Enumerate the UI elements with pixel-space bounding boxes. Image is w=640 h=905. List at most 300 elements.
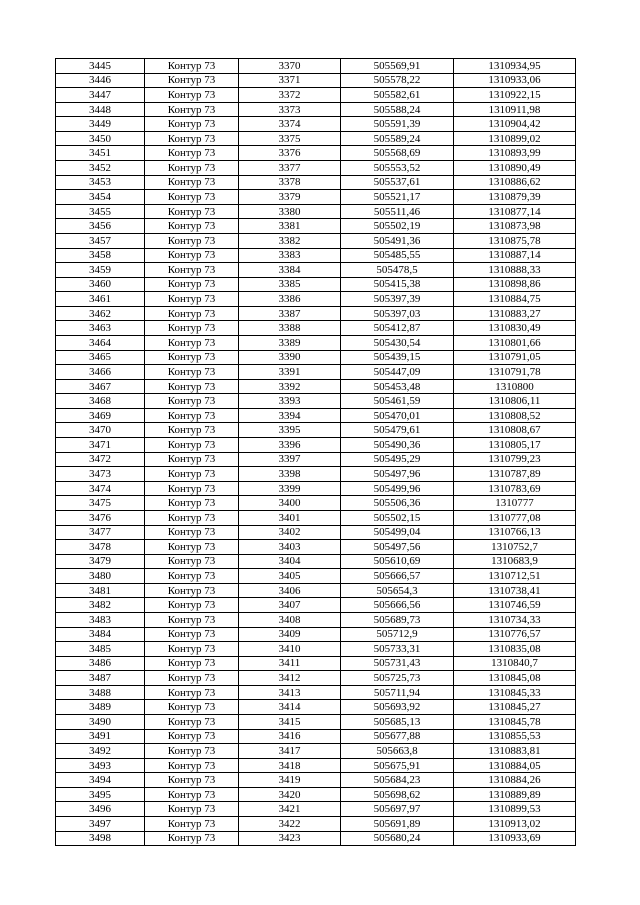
table-row [56, 408, 576, 423]
row-number-cell: 3493 [56, 758, 145, 773]
contour-cell: Контур 73 [145, 175, 239, 190]
x-coordinate-cell: 505680,24 [341, 831, 454, 846]
contour-cell: Контур 73 [145, 438, 239, 453]
point-number-cell: 3423 [239, 831, 341, 846]
table-row [56, 233, 576, 248]
table-row [56, 219, 576, 234]
row-number-cell: 3490 [56, 715, 145, 730]
y-coordinate-cell: 1310904,42 [454, 117, 576, 132]
x-coordinate-cell: 505502,19 [341, 219, 454, 234]
table-row [56, 496, 576, 511]
row-number-cell: 3445 [56, 59, 145, 74]
contour-cell: Контур 73 [145, 802, 239, 817]
contour-cell: Контур 73 [145, 540, 239, 555]
point-number-cell: 3414 [239, 700, 341, 715]
table-row [56, 481, 576, 496]
contour-cell: Контур 73 [145, 394, 239, 409]
x-coordinate-cell: 505666,56 [341, 598, 454, 613]
y-coordinate-cell: 1310712,51 [454, 569, 576, 584]
contour-cell: Контур 73 [145, 831, 239, 846]
point-number-cell: 3376 [239, 146, 341, 161]
y-coordinate-cell: 1310899,02 [454, 131, 576, 146]
contour-cell: Контур 73 [145, 88, 239, 103]
y-coordinate-cell: 1310787,89 [454, 467, 576, 482]
y-coordinate-cell: 1310883,27 [454, 306, 576, 321]
point-number-cell: 3397 [239, 452, 341, 467]
row-number-cell: 3449 [56, 117, 145, 132]
point-number-cell: 3406 [239, 583, 341, 598]
x-coordinate-cell: 505691,89 [341, 817, 454, 832]
y-coordinate-cell: 1310799,23 [454, 452, 576, 467]
row-number-cell: 3465 [56, 350, 145, 365]
point-number-cell: 3386 [239, 292, 341, 307]
row-number-cell: 3464 [56, 335, 145, 350]
table-row [56, 204, 576, 219]
table-row [56, 817, 576, 832]
x-coordinate-cell: 505537,61 [341, 175, 454, 190]
x-coordinate-cell: 505439,15 [341, 350, 454, 365]
contour-cell: Контур 73 [145, 554, 239, 569]
contour-cell: Контур 73 [145, 117, 239, 132]
point-number-cell: 3383 [239, 248, 341, 263]
contour-cell: Контур 73 [145, 306, 239, 321]
table-row [56, 467, 576, 482]
row-number-cell: 3498 [56, 831, 145, 846]
y-coordinate-cell: 1310766,13 [454, 525, 576, 540]
table-row [56, 583, 576, 598]
x-coordinate-cell: 505588,24 [341, 102, 454, 117]
x-coordinate-cell: 505485,55 [341, 248, 454, 263]
y-coordinate-cell: 1310791,78 [454, 365, 576, 380]
contour-cell: Контур 73 [145, 715, 239, 730]
point-number-cell: 3399 [239, 481, 341, 496]
y-coordinate-cell: 1310746,59 [454, 598, 576, 613]
x-coordinate-cell: 505497,96 [341, 467, 454, 482]
x-coordinate-cell: 505591,39 [341, 117, 454, 132]
table-row [56, 263, 576, 278]
contour-cell: Контур 73 [145, 744, 239, 759]
point-number-cell: 3375 [239, 131, 341, 146]
contour-cell: Контур 73 [145, 365, 239, 380]
y-coordinate-cell: 1310845,08 [454, 671, 576, 686]
point-number-cell: 3409 [239, 627, 341, 642]
y-coordinate-cell: 1310777,08 [454, 510, 576, 525]
row-number-cell: 3451 [56, 146, 145, 161]
y-coordinate-cell: 1310845,27 [454, 700, 576, 715]
x-coordinate-cell: 505506,36 [341, 496, 454, 511]
table-row [56, 59, 576, 74]
point-number-cell: 3404 [239, 554, 341, 569]
table-row [56, 831, 576, 846]
table-row [56, 175, 576, 190]
contour-cell: Контур 73 [145, 263, 239, 278]
table-row [56, 423, 576, 438]
contour-cell: Контур 73 [145, 787, 239, 802]
table-row [56, 569, 576, 584]
y-coordinate-cell: 1310734,33 [454, 612, 576, 627]
table-row [56, 685, 576, 700]
row-number-cell: 3446 [56, 73, 145, 88]
x-coordinate-cell: 505693,92 [341, 700, 454, 715]
row-number-cell: 3461 [56, 292, 145, 307]
table-row [56, 715, 576, 730]
x-coordinate-cell: 505479,61 [341, 423, 454, 438]
point-number-cell: 3385 [239, 277, 341, 292]
x-coordinate-cell: 505725,73 [341, 671, 454, 686]
contour-cell: Контур 73 [145, 73, 239, 88]
x-coordinate-cell: 505578,22 [341, 73, 454, 88]
point-number-cell: 3382 [239, 233, 341, 248]
row-number-cell: 3467 [56, 379, 145, 394]
y-coordinate-cell: 1310933,06 [454, 73, 576, 88]
contour-cell: Контур 73 [145, 292, 239, 307]
row-number-cell: 3458 [56, 248, 145, 263]
point-number-cell: 3373 [239, 102, 341, 117]
y-coordinate-cell: 1310922,15 [454, 88, 576, 103]
x-coordinate-cell: 505698,62 [341, 787, 454, 802]
row-number-cell: 3477 [56, 525, 145, 540]
point-number-cell: 3401 [239, 510, 341, 525]
contour-cell: Контур 73 [145, 350, 239, 365]
y-coordinate-cell: 1310806,11 [454, 394, 576, 409]
y-coordinate-cell: 1310808,52 [454, 408, 576, 423]
x-coordinate-cell: 505491,36 [341, 233, 454, 248]
table-row [56, 627, 576, 642]
y-coordinate-cell: 1310913,02 [454, 817, 576, 832]
point-number-cell: 3395 [239, 423, 341, 438]
y-coordinate-cell: 1310801,66 [454, 335, 576, 350]
point-number-cell: 3381 [239, 219, 341, 234]
row-number-cell: 3491 [56, 729, 145, 744]
row-number-cell: 3472 [56, 452, 145, 467]
point-number-cell: 3390 [239, 350, 341, 365]
contour-cell: Контур 73 [145, 204, 239, 219]
y-coordinate-cell: 1310840,7 [454, 656, 576, 671]
table-row [56, 729, 576, 744]
point-number-cell: 3403 [239, 540, 341, 555]
coordinates-table-body [56, 59, 576, 846]
point-number-cell: 3420 [239, 787, 341, 802]
y-coordinate-cell: 1310887,14 [454, 248, 576, 263]
x-coordinate-cell: 505569,91 [341, 59, 454, 74]
x-coordinate-cell: 505684,23 [341, 773, 454, 788]
table-row [56, 642, 576, 657]
contour-cell: Контур 73 [145, 248, 239, 263]
x-coordinate-cell: 505689,73 [341, 612, 454, 627]
y-coordinate-cell: 1310683,9 [454, 554, 576, 569]
row-number-cell: 3455 [56, 204, 145, 219]
row-number-cell: 3469 [56, 408, 145, 423]
point-number-cell: 3422 [239, 817, 341, 832]
table-row [56, 335, 576, 350]
point-number-cell: 3419 [239, 773, 341, 788]
contour-cell: Контур 73 [145, 496, 239, 511]
row-number-cell: 3463 [56, 321, 145, 336]
x-coordinate-cell: 505712,9 [341, 627, 454, 642]
x-coordinate-cell: 505654,3 [341, 583, 454, 598]
y-coordinate-cell: 1310888,33 [454, 263, 576, 278]
x-coordinate-cell: 505412,87 [341, 321, 454, 336]
table-row [56, 146, 576, 161]
contour-cell: Контур 73 [145, 569, 239, 584]
contour-cell: Контур 73 [145, 598, 239, 613]
row-number-cell: 3479 [56, 554, 145, 569]
point-number-cell: 3418 [239, 758, 341, 773]
point-number-cell: 3379 [239, 190, 341, 205]
table-row [56, 554, 576, 569]
x-coordinate-cell: 505499,96 [341, 481, 454, 496]
x-coordinate-cell: 505430,54 [341, 335, 454, 350]
point-number-cell: 3411 [239, 656, 341, 671]
point-number-cell: 3402 [239, 525, 341, 540]
table-row [56, 321, 576, 336]
table-row [56, 656, 576, 671]
x-coordinate-cell: 505521,17 [341, 190, 454, 205]
contour-cell: Контур 73 [145, 423, 239, 438]
row-number-cell: 3462 [56, 306, 145, 321]
contour-cell: Контур 73 [145, 467, 239, 482]
table-row [56, 452, 576, 467]
y-coordinate-cell: 1310933,69 [454, 831, 576, 846]
y-coordinate-cell: 1310776,57 [454, 627, 576, 642]
row-number-cell: 3489 [56, 700, 145, 715]
x-coordinate-cell: 505663,8 [341, 744, 454, 759]
y-coordinate-cell: 1310911,98 [454, 102, 576, 117]
table-row [56, 802, 576, 817]
contour-cell: Контур 73 [145, 627, 239, 642]
y-coordinate-cell: 1310805,17 [454, 438, 576, 453]
table-row [56, 525, 576, 540]
x-coordinate-cell: 505553,52 [341, 161, 454, 176]
row-number-cell: 3448 [56, 102, 145, 117]
coordinates-table [55, 58, 576, 846]
point-number-cell: 3387 [239, 306, 341, 321]
table-row [56, 102, 576, 117]
point-number-cell: 3380 [239, 204, 341, 219]
x-coordinate-cell: 505685,13 [341, 715, 454, 730]
y-coordinate-cell: 1310886,62 [454, 175, 576, 190]
contour-cell: Контур 73 [145, 161, 239, 176]
row-number-cell: 3481 [56, 583, 145, 598]
x-coordinate-cell: 505711,94 [341, 685, 454, 700]
x-coordinate-cell: 505461,59 [341, 394, 454, 409]
contour-cell: Контур 73 [145, 612, 239, 627]
row-number-cell: 3488 [56, 685, 145, 700]
table-row [56, 394, 576, 409]
x-coordinate-cell: 505478,5 [341, 263, 454, 278]
point-number-cell: 3415 [239, 715, 341, 730]
table-row [56, 73, 576, 88]
row-number-cell: 3470 [56, 423, 145, 438]
contour-cell: Контур 73 [145, 642, 239, 657]
contour-cell: Контур 73 [145, 146, 239, 161]
table-row [56, 350, 576, 365]
contour-cell: Контур 73 [145, 233, 239, 248]
point-number-cell: 3378 [239, 175, 341, 190]
row-number-cell: 3473 [56, 467, 145, 482]
table-row [56, 787, 576, 802]
y-coordinate-cell: 1310783,69 [454, 481, 576, 496]
y-coordinate-cell: 1310738,41 [454, 583, 576, 598]
row-number-cell: 3496 [56, 802, 145, 817]
point-number-cell: 3421 [239, 802, 341, 817]
point-number-cell: 3388 [239, 321, 341, 336]
point-number-cell: 3384 [239, 263, 341, 278]
x-coordinate-cell: 505697,97 [341, 802, 454, 817]
contour-cell: Контур 73 [145, 379, 239, 394]
contour-cell: Контур 73 [145, 452, 239, 467]
table-row [56, 758, 576, 773]
point-number-cell: 3391 [239, 365, 341, 380]
row-number-cell: 3466 [56, 365, 145, 380]
y-coordinate-cell: 1310873,98 [454, 219, 576, 234]
x-coordinate-cell: 505497,56 [341, 540, 454, 555]
row-number-cell: 3482 [56, 598, 145, 613]
row-number-cell: 3478 [56, 540, 145, 555]
row-number-cell: 3475 [56, 496, 145, 511]
row-number-cell: 3457 [56, 233, 145, 248]
x-coordinate-cell: 505610,69 [341, 554, 454, 569]
point-number-cell: 3398 [239, 467, 341, 482]
point-number-cell: 3374 [239, 117, 341, 132]
table-row [56, 306, 576, 321]
point-number-cell: 3407 [239, 598, 341, 613]
row-number-cell: 3454 [56, 190, 145, 205]
y-coordinate-cell: 1310808,67 [454, 423, 576, 438]
x-coordinate-cell: 505502,15 [341, 510, 454, 525]
point-number-cell: 3417 [239, 744, 341, 759]
row-number-cell: 3471 [56, 438, 145, 453]
y-coordinate-cell: 1310752,7 [454, 540, 576, 555]
row-number-cell: 3480 [56, 569, 145, 584]
contour-cell: Контур 73 [145, 656, 239, 671]
table-row [56, 131, 576, 146]
x-coordinate-cell: 505589,24 [341, 131, 454, 146]
contour-cell: Контур 73 [145, 335, 239, 350]
point-number-cell: 3371 [239, 73, 341, 88]
table-row [56, 365, 576, 380]
table-row [56, 277, 576, 292]
y-coordinate-cell: 1310884,26 [454, 773, 576, 788]
point-number-cell: 3394 [239, 408, 341, 423]
point-number-cell: 3405 [239, 569, 341, 584]
row-number-cell: 3456 [56, 219, 145, 234]
x-coordinate-cell: 505731,43 [341, 656, 454, 671]
row-number-cell: 3447 [56, 88, 145, 103]
row-number-cell: 3452 [56, 161, 145, 176]
x-coordinate-cell: 505490,36 [341, 438, 454, 453]
contour-cell: Контур 73 [145, 758, 239, 773]
row-number-cell: 3483 [56, 612, 145, 627]
contour-cell: Контур 73 [145, 131, 239, 146]
row-number-cell: 3484 [56, 627, 145, 642]
table-row [56, 161, 576, 176]
x-coordinate-cell: 505495,29 [341, 452, 454, 467]
y-coordinate-cell: 1310800 [454, 379, 576, 394]
table-row [56, 248, 576, 263]
contour-cell: Контур 73 [145, 481, 239, 496]
table-row [56, 117, 576, 132]
contour-cell: Контур 73 [145, 729, 239, 744]
y-coordinate-cell: 1310889,89 [454, 787, 576, 802]
row-number-cell: 3492 [56, 744, 145, 759]
point-number-cell: 3396 [239, 438, 341, 453]
table-row [56, 292, 576, 307]
contour-cell: Контур 73 [145, 817, 239, 832]
contour-cell: Контур 73 [145, 102, 239, 117]
x-coordinate-cell: 505677,88 [341, 729, 454, 744]
row-number-cell: 3474 [56, 481, 145, 496]
point-number-cell: 3389 [239, 335, 341, 350]
x-coordinate-cell: 505397,03 [341, 306, 454, 321]
row-number-cell: 3485 [56, 642, 145, 657]
x-coordinate-cell: 505415,38 [341, 277, 454, 292]
x-coordinate-cell: 505675,91 [341, 758, 454, 773]
table-row [56, 438, 576, 453]
y-coordinate-cell: 1310934,95 [454, 59, 576, 74]
x-coordinate-cell: 505397,39 [341, 292, 454, 307]
point-number-cell: 3372 [239, 88, 341, 103]
contour-cell: Контур 73 [145, 408, 239, 423]
point-number-cell: 3392 [239, 379, 341, 394]
row-number-cell: 3450 [56, 131, 145, 146]
point-number-cell: 3393 [239, 394, 341, 409]
y-coordinate-cell: 1310835,08 [454, 642, 576, 657]
row-number-cell: 3494 [56, 773, 145, 788]
x-coordinate-cell: 505666,57 [341, 569, 454, 584]
point-number-cell: 3413 [239, 685, 341, 700]
row-number-cell: 3495 [56, 787, 145, 802]
y-coordinate-cell: 1310845,78 [454, 715, 576, 730]
contour-cell: Контур 73 [145, 700, 239, 715]
y-coordinate-cell: 1310884,05 [454, 758, 576, 773]
table-row [56, 379, 576, 394]
contour-cell: Контур 73 [145, 685, 239, 700]
contour-cell: Контур 73 [145, 190, 239, 205]
x-coordinate-cell: 505447,09 [341, 365, 454, 380]
contour-cell: Контур 73 [145, 671, 239, 686]
table-row [56, 540, 576, 555]
row-number-cell: 3460 [56, 277, 145, 292]
x-coordinate-cell: 505470,01 [341, 408, 454, 423]
table-row [56, 671, 576, 686]
point-number-cell: 3412 [239, 671, 341, 686]
point-number-cell: 3408 [239, 612, 341, 627]
row-number-cell: 3476 [56, 510, 145, 525]
point-number-cell: 3410 [239, 642, 341, 657]
point-number-cell: 3400 [239, 496, 341, 511]
y-coordinate-cell: 1310877,14 [454, 204, 576, 219]
y-coordinate-cell: 1310777 [454, 496, 576, 511]
table-row [56, 612, 576, 627]
table-row [56, 190, 576, 205]
y-coordinate-cell: 1310845,33 [454, 685, 576, 700]
table-row [56, 510, 576, 525]
y-coordinate-cell: 1310830,49 [454, 321, 576, 336]
y-coordinate-cell: 1310899,53 [454, 802, 576, 817]
table-row [56, 700, 576, 715]
y-coordinate-cell: 1310884,75 [454, 292, 576, 307]
table-row [56, 598, 576, 613]
row-number-cell: 3487 [56, 671, 145, 686]
contour-cell: Контур 73 [145, 583, 239, 598]
row-number-cell: 3468 [56, 394, 145, 409]
y-coordinate-cell: 1310855,53 [454, 729, 576, 744]
contour-cell: Контур 73 [145, 510, 239, 525]
y-coordinate-cell: 1310893,99 [454, 146, 576, 161]
row-number-cell: 3453 [56, 175, 145, 190]
y-coordinate-cell: 1310898,86 [454, 277, 576, 292]
